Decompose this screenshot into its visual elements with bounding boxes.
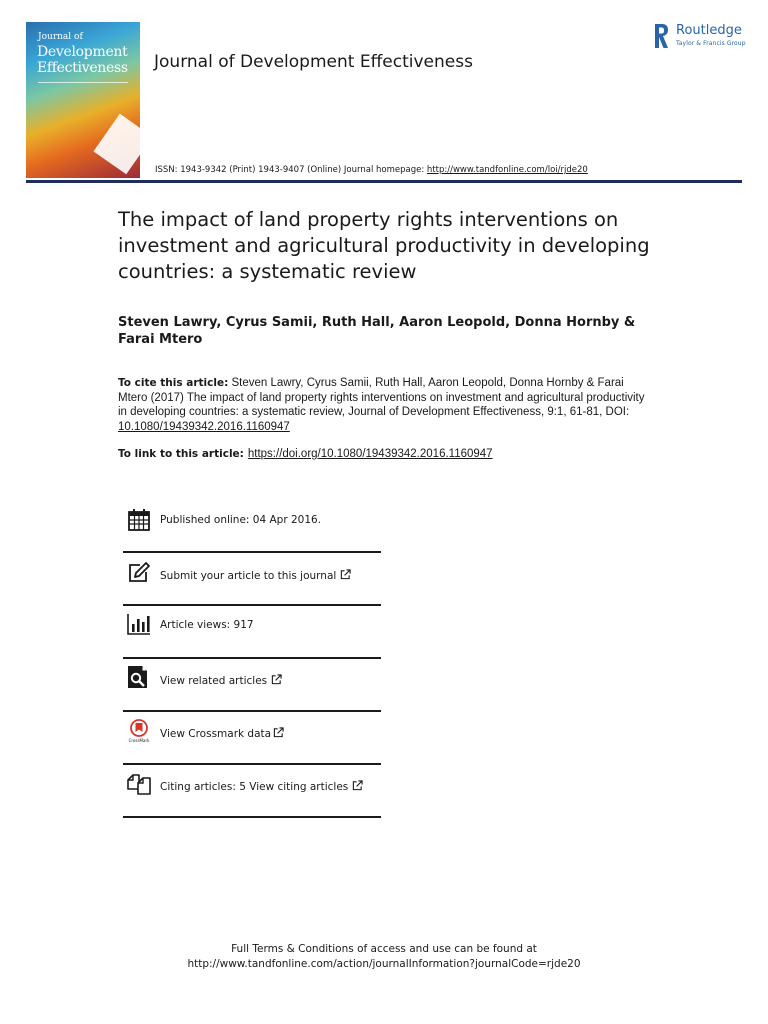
citing-documents-icon (127, 772, 151, 796)
edit-icon (127, 561, 151, 585)
cover-small-text: Journal of (38, 32, 83, 42)
cite-doi-link[interactable]: 10.1080/19439342.2016.1160947 (118, 420, 290, 433)
submit-label: Submit your article to this journal (160, 570, 337, 582)
views-row (123, 611, 381, 663)
article-views: Article views: 917 (160, 619, 254, 631)
cover-title-line2: Effectiveness (37, 60, 128, 76)
article-title: The impact of land property rights interventions on investment and agricultural productivity in developing countries: a systematic review (118, 208, 650, 283)
submit-article-link[interactable] (160, 569, 351, 582)
citing-label: Citing articles: 5 View citing articles (160, 781, 349, 793)
cover-strip (93, 114, 140, 175)
document-search-icon (127, 665, 151, 689)
link-label: To link to this article: (118, 448, 244, 460)
divider (123, 816, 381, 818)
publisher-name: Routledge (676, 23, 742, 38)
journal-cover-image (26, 22, 140, 178)
issn-line (155, 165, 588, 175)
citing-articles-link[interactable] (160, 780, 363, 793)
routledge-r-icon (652, 22, 670, 50)
crossmark-label: View Crossmark data (160, 728, 272, 740)
divider (123, 710, 381, 712)
publisher-logo (652, 22, 752, 52)
footer (0, 942, 768, 972)
divider (123, 551, 381, 553)
crossmark-row[interactable] (123, 717, 381, 769)
cite-text: Steven Lawry, Cyrus Samii, Ruth Hall, Aaron Leopold, Donna Hornby & Farai Mtero (2017) The impact of land property rights interventions on investment and agricultural productivity in developing countries: a systematic review, Journal of Development Effectiveness, 9:1, 61-81, DOI: (118, 377, 645, 419)
divider (123, 604, 381, 606)
external-link-icon (271, 674, 282, 685)
crossmark-icon-label: CrossMark (128, 738, 150, 743)
external-link-icon (352, 780, 363, 791)
external-link-icon (340, 569, 351, 580)
citation-block (118, 376, 648, 434)
divider (123, 657, 381, 659)
related-label: View related articles (160, 675, 268, 687)
journal-title: Journal of Development Effectiveness (154, 52, 473, 72)
article-authors: Steven Lawry, Cyrus Samii, Ruth Hall, Aaron Leopold, Donna Hornby & Farai Mtero (118, 315, 636, 347)
crossmark-link[interactable] (160, 727, 284, 740)
bar-chart-icon (127, 612, 151, 636)
citing-row[interactable] (123, 770, 381, 822)
header-divider (26, 180, 742, 183)
article-doi-link[interactable]: https://doi.org/10.1080/19439342.2016.1160947 (247, 448, 493, 460)
related-row[interactable] (123, 664, 381, 716)
journal-homepage-link[interactable]: http://www.tandfonline.com/loi/rjde20 (426, 165, 588, 175)
divider (123, 763, 381, 765)
published-date: Published online: 04 Apr 2016. (160, 514, 322, 526)
publisher-subtitle: Taylor & Francis Group (676, 40, 746, 47)
cite-label: To cite this article: (118, 377, 229, 389)
related-articles-link[interactable] (160, 674, 282, 687)
external-link-icon (273, 727, 284, 738)
calendar-icon (127, 508, 151, 532)
cover-title-line1: Development (37, 44, 128, 60)
link-line (118, 446, 493, 460)
footer-terms-url[interactable]: http://www.tandfonline.com/action/journalInformation?journalCode=rjde20 (187, 958, 581, 970)
footer-terms-text: Full Terms & Conditions of access and use can be found at (231, 943, 537, 955)
issn-text: ISSN: 1943-9342 (Print) 1943-9407 (Online) Journal homepage: (155, 165, 427, 175)
cover-rule (38, 82, 128, 83)
crossmark-icon (127, 719, 151, 743)
